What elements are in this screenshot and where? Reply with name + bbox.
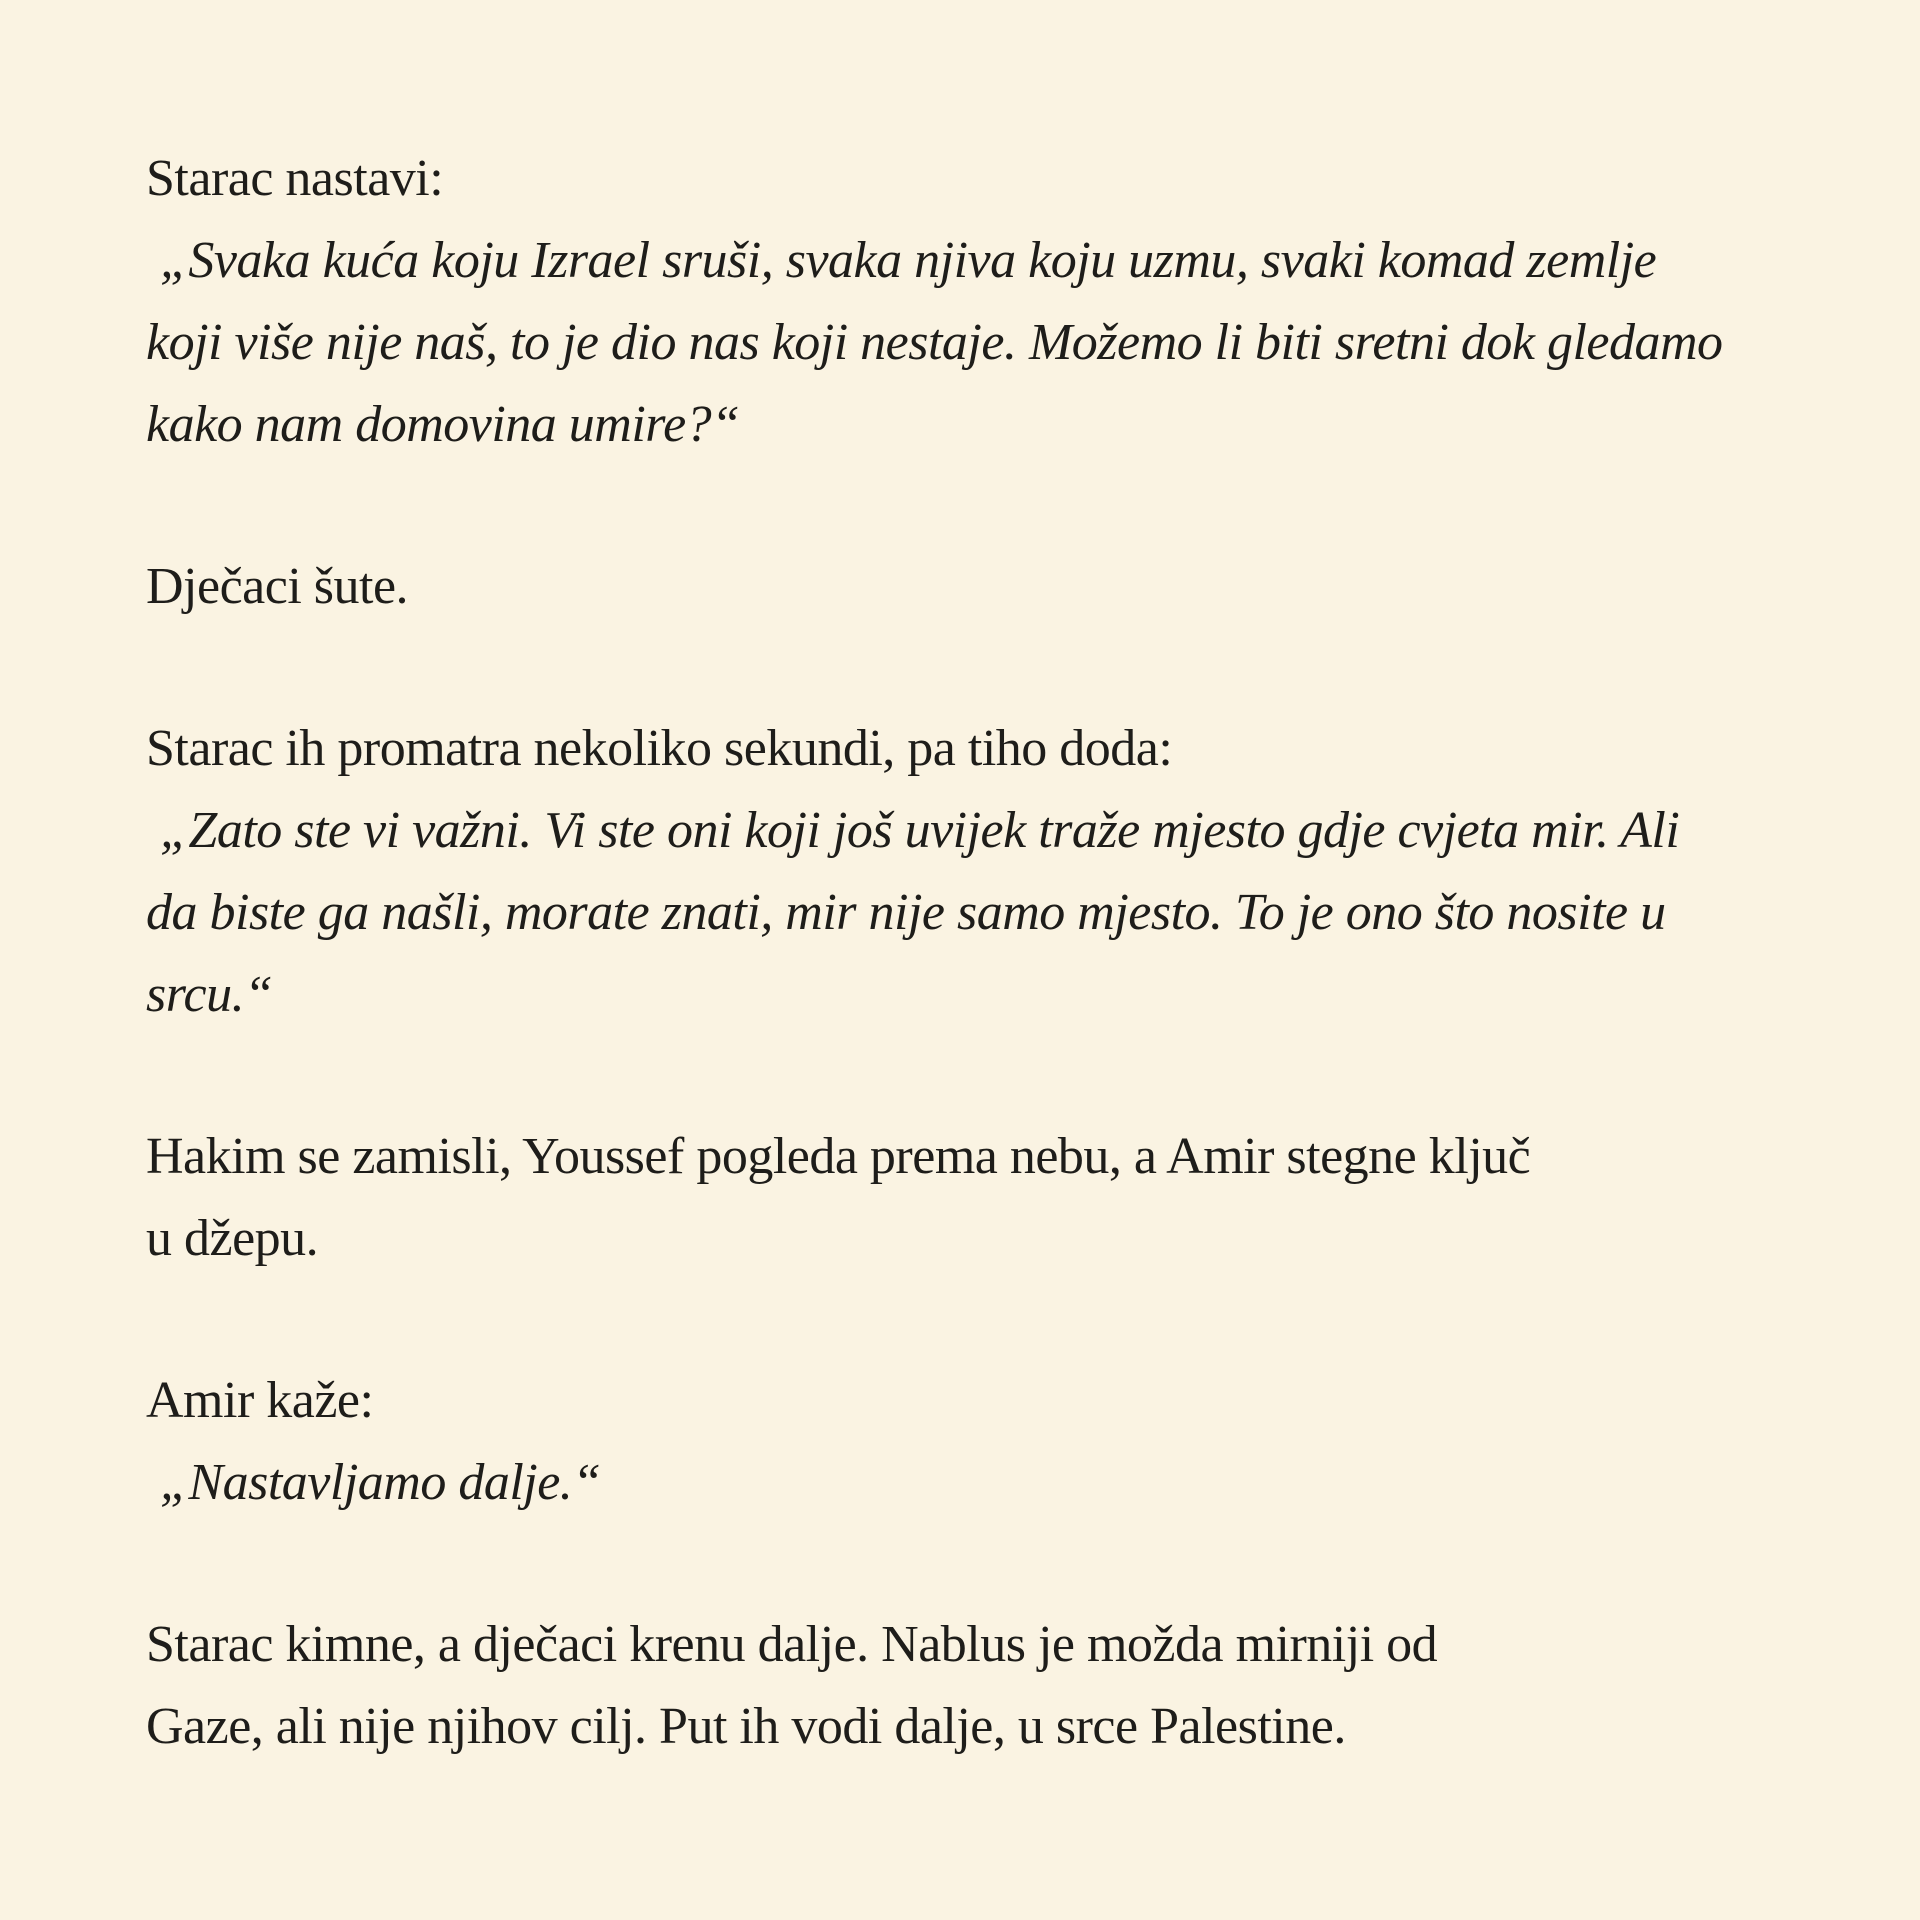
narration-line: Amir kaže:: [146, 1372, 374, 1429]
narration-line: Gaze, ali nije njihov cilj. Put ih vodi dalje, u srce Palestine.: [146, 1698, 1346, 1755]
paragraph: [146, 1360, 1820, 1524]
quote-line: „Zato ste vi važni. Vi ste oni koji još uvijek traže mjesto gdje cvjeta mir. Ali: [160, 802, 1680, 859]
paragraph: [146, 1116, 1820, 1280]
narration-line: Starac ih promatra nekoliko sekundi, pa tiho doda:: [146, 720, 1173, 777]
narration-line: u džepu.: [146, 1210, 319, 1267]
quote-line: „Nastavljamo dalje.“: [160, 1454, 601, 1511]
paragraph: [146, 546, 1820, 628]
narration-line: Hakim se zamisli, Youssef pogleda prema nebu, a Amir stegne ključ: [146, 1128, 1531, 1185]
paragraph: [146, 708, 1820, 1036]
quote-line: kako nam domovina umire?“: [146, 396, 740, 453]
quote-line: koji više nije naš, to je dio nas koji nestaje. Možemo li biti sretni dok gledamo: [146, 314, 1723, 371]
quote-line: srcu.“: [146, 966, 273, 1023]
paragraph: [146, 1604, 1820, 1768]
quote-line: da biste ga našli, morate znati, mir nije samo mjesto. To je ono što nosite u: [146, 884, 1666, 941]
quote-line: „Svaka kuća koju Izrael sruši, svaka njiva koju uzmu, svaki komad zemlje: [160, 232, 1657, 289]
narration-line: Starac nastavi:: [146, 150, 444, 207]
narration-line: Dječaci šute.: [146, 558, 409, 615]
paragraph: [146, 138, 1820, 466]
narration-line: Starac kimne, a dječaci krenu dalje. Nablus je možda mirniji od: [146, 1616, 1438, 1673]
